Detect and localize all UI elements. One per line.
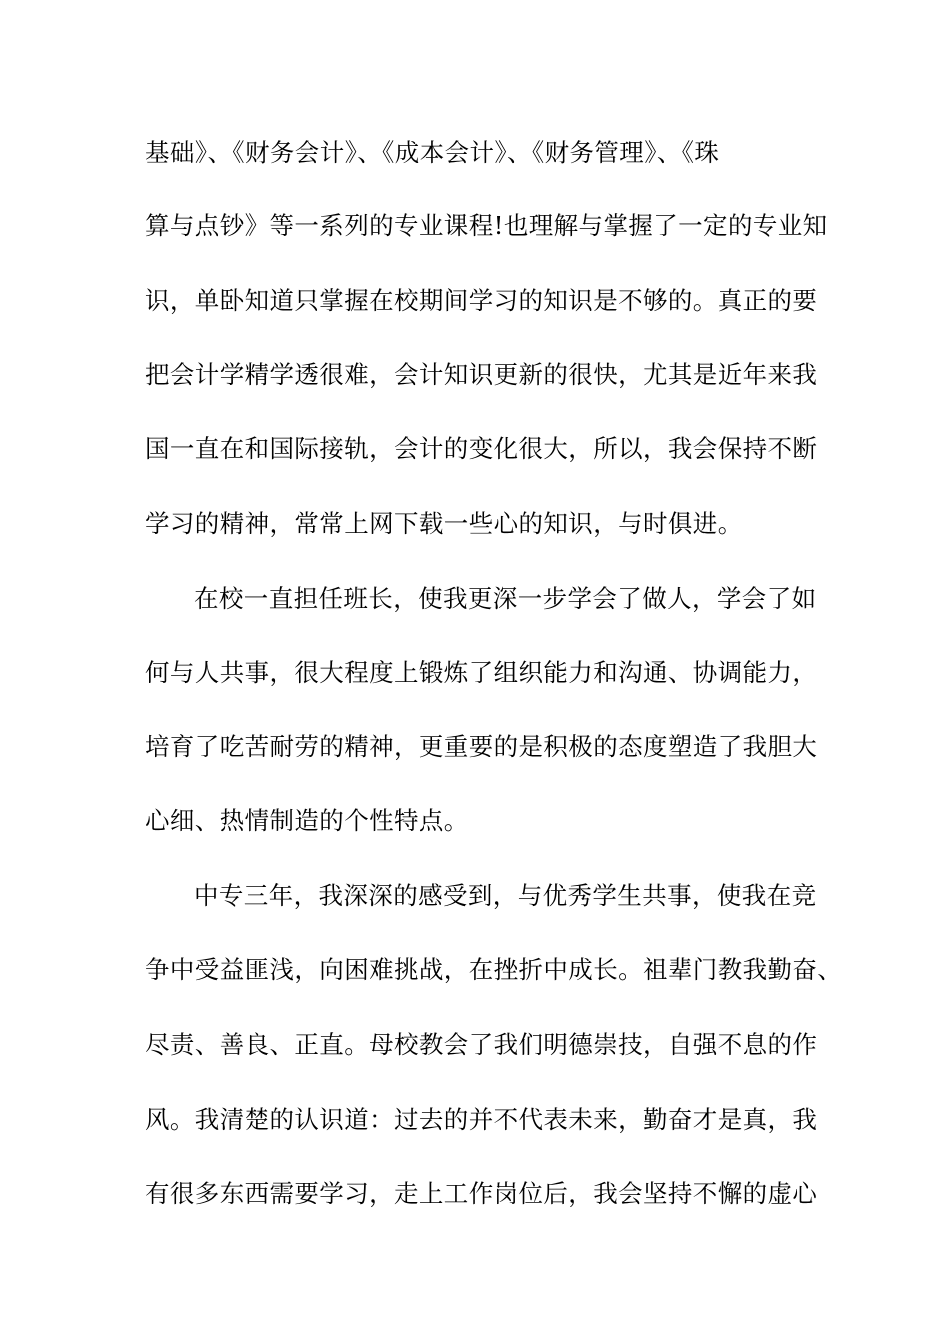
text-line: 学习的精神，常常上网下载一些心的知识，与时俱进。: [145, 509, 743, 538]
text-line: 心细、热情制造的个性特点。: [145, 806, 469, 835]
text-line: 培育了吃苦耐劳的精神，更重要的是积极的态度塑造了我胆大: [145, 732, 818, 761]
text-line: 把会计学精学透很难，会计知识更新的很快，尤其是近年来我: [145, 360, 818, 389]
text-line: 有很多东西需要学习，走上工作岗位后，我会坚持不懈的虚心: [145, 1179, 818, 1208]
text-line: 基础》、《财务会计》、《成本会计》、《财务管理》、《珠: [145, 138, 720, 167]
text-line: 争中受益匪浅，向困难挑战，在挫折中成长。祖辈门教我勤奋、: [145, 955, 843, 984]
text-line: 算与点钞》等一系列的专业课程!也理解与掌握了一定的专业知: [145, 211, 828, 240]
paragraph-first-line: 中专三年，我深深的感受到，与优秀学生共事，使我在竞: [194, 881, 817, 910]
text-line: 尽责、善良、正直。母校教会了我们明德崇技，自强不息的作: [145, 1030, 818, 1059]
text-line: 国一直在和国际接轨，会计的变化很大，所以，我会保持不断: [145, 434, 818, 463]
text-line: 识，单卧知道只掌握在校期间学习的知识是不够的。真正的要: [145, 286, 818, 315]
text-line: 风。我清楚的认识道：过去的并不代表未来，勤奋才是真，我: [145, 1105, 818, 1134]
text-line: 何与人共事，很大程度上锻炼了组织能力和沟通、协调能力，: [145, 658, 818, 687]
paragraph-first-line: 在校一直担任班长，使我更深一步学会了做人，学会了如: [194, 584, 817, 613]
